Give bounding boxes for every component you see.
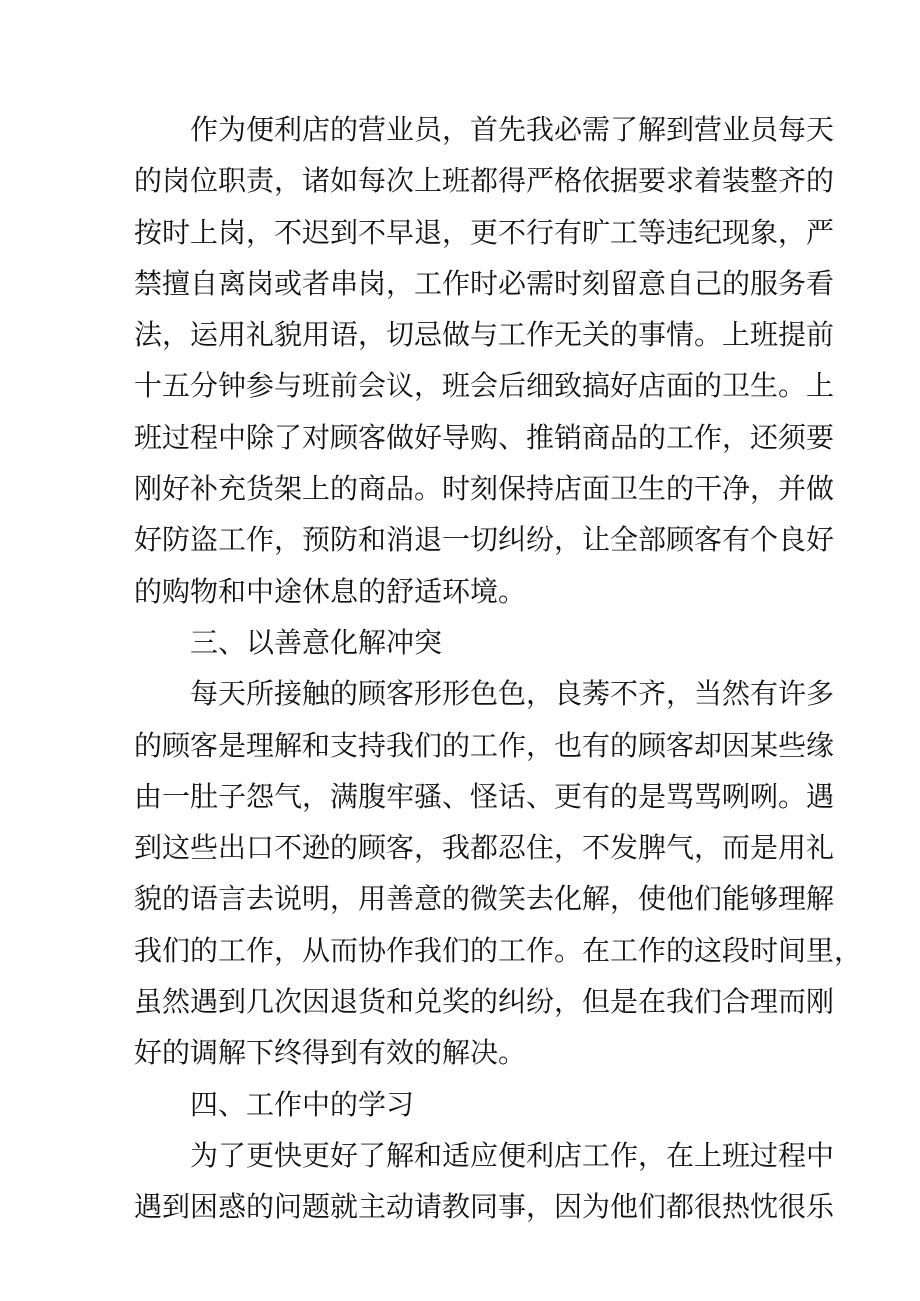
paragraph-line: 的岗位职责，诸如每次上班都得严格依据要求着装整齐的 xyxy=(134,164,835,198)
document-body xyxy=(134,104,863,1233)
paragraph-duties xyxy=(134,104,835,617)
paragraph-line: 到这些出口不逊的顾客，我都忍住，不发脾气，而是用礼 xyxy=(134,831,835,865)
paragraph-line: 十五分钟参与班前会议，班会后细致搞好店面的卫生。上 xyxy=(134,369,835,403)
paragraph-line: 按时上岗，不迟到不早退，更不行有旷工等违纪现象，严 xyxy=(134,215,835,249)
paragraph-learning xyxy=(134,1130,835,1233)
paragraph-line: 每天所接触的顾客形形色色，良莠不齐，当然有许多 xyxy=(190,677,835,711)
paragraph-line: 刚好补充货架上的商品。时刻保持店面卫生的干净，并做 xyxy=(134,472,835,506)
paragraph-line: 班过程中除了对顾客做好导购、推销商品的工作，还须要 xyxy=(134,420,835,454)
paragraph-line: 由一肚子怨气，满腹牢骚、怪话、更有的是骂骂咧咧。遇 xyxy=(134,779,835,813)
paragraph-line: 为了更快更好了解和适应便利店工作，在上班过程中 xyxy=(190,1138,835,1172)
section-heading-4: 四、工作中的学习 xyxy=(190,1087,415,1121)
paragraph-line: 的顾客是理解和支持我们的工作，也有的顾客却因某些缘 xyxy=(134,728,835,762)
paragraph-line: 虽然遇到几次因退货和兑奖的纠纷，但是在我们合理而刚 xyxy=(134,985,835,1019)
paragraph-line: 作为便利店的营业员，首先我必需了解到营业员每天 xyxy=(190,113,835,146)
paragraph-line: 好的调解下终得到有效的解决。 xyxy=(134,1036,527,1070)
paragraph-line: 我们的工作，从而协作我们的工作。在工作的这段时间里， xyxy=(134,933,863,967)
paragraph-line: 遇到困惑的问题就主动请教同事，因为他们都很热忱很乐 xyxy=(134,1190,835,1224)
paragraph-conflict xyxy=(134,668,863,1078)
paragraph-line: 法，运用礼貌用语，切忌做与工作无关的事情。上班提前 xyxy=(134,318,835,352)
paragraph-line: 貌的语言去说明，用善意的微笑去化解，使他们能够理解 xyxy=(134,882,835,916)
paragraph-line: 好防盗工作，预防和消退一切纠纷，让全部顾客有个良好 xyxy=(134,523,835,557)
section-heading-3: 三、以善意化解冲突 xyxy=(190,625,443,659)
paragraph-line: 禁擅自离岗或者串岗，工作时必需时刻留意自己的服务看 xyxy=(134,266,835,300)
paragraph-line: 的购物和中途休息的舒适环境。 xyxy=(134,574,527,608)
